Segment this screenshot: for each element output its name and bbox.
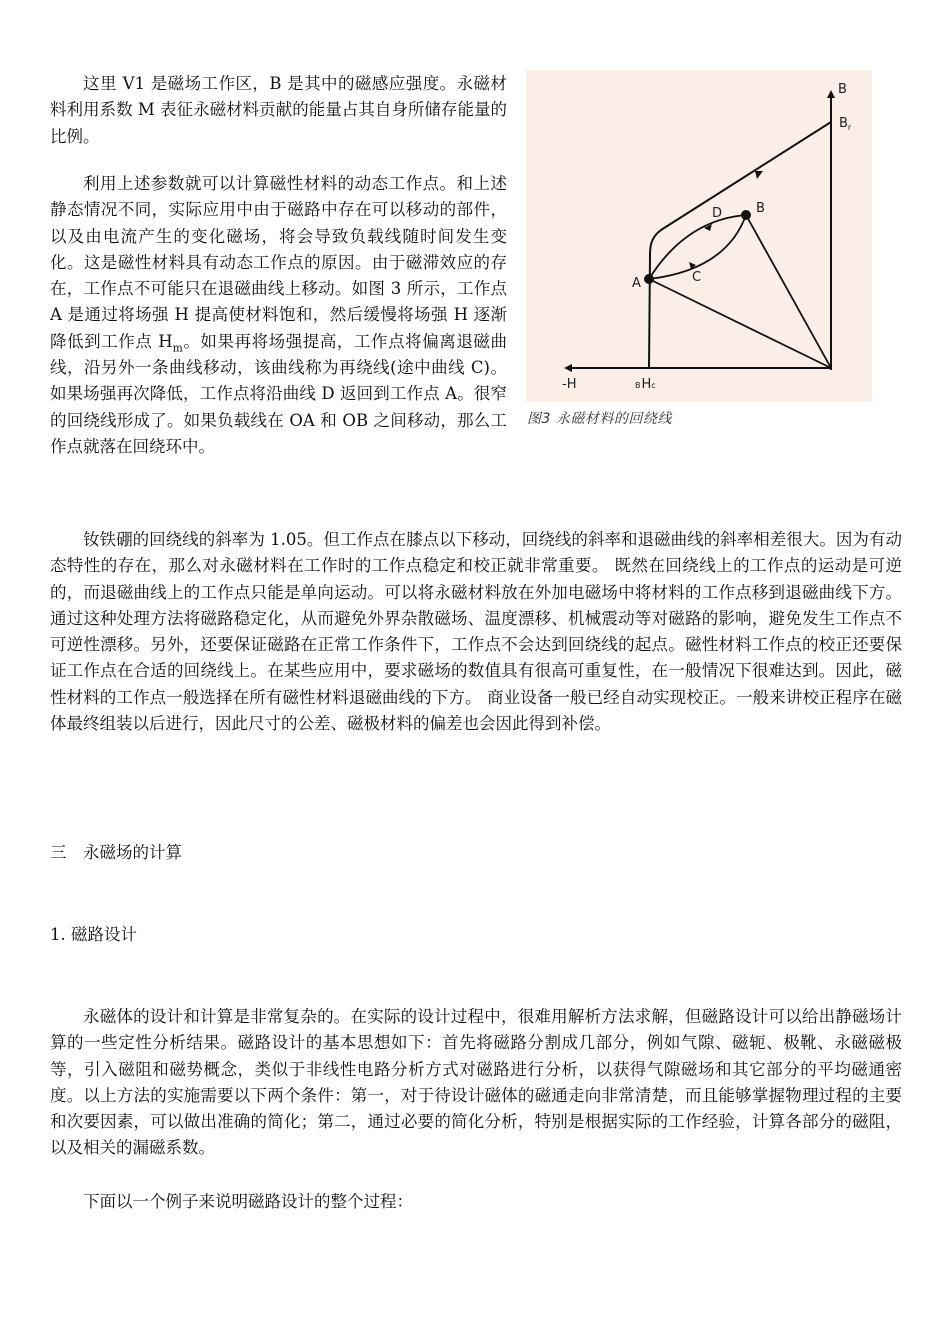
point-b-label: B [756,201,765,216]
recoil-loop-diagram [526,70,872,402]
br-sub: r [847,123,852,132]
section-heading: 三 永磁场的计算 [50,843,182,862]
figure-background [526,70,872,402]
hc-sub: c [651,381,656,390]
point-c-label: C [692,270,702,285]
figure-caption: 图3 永磁材料的回绕线 [527,411,672,427]
paragraph-utilization-factor: 这里 V1 是磁场工作区，B 是其中的磁感应强度。永磁材料利用系数 M 表征永磁材料贡献的能量占其自身所储存能量的比例。 [50,74,507,146]
br-main: B [839,116,848,131]
hc-main: H [641,377,652,392]
b-axis-label: B [838,82,847,97]
paragraph-dynamic-operating-point [50,171,507,460]
point-d-label: D [712,206,723,221]
point-b-marker [741,210,751,220]
point-a-marker [644,274,654,284]
paragraph-text: 。如果再将场强提高，工作点将偏离退磁曲线，沿另外一条曲线移动，该曲线称为再绕线(途中曲线 C)。如果场强再次降低，工作点将沿曲线 D 返回到工作点 A。很窄的回绕线形成了。如果负载线在 OA 和 OB 之间移动，那么工作点就落在回绕环中。 [50,331,507,456]
paragraph-example-intro: 下面以一个例子来说明磁路设计的整个过程： [83,1192,413,1211]
subscript-m: m [172,341,183,355]
paragraph-recoil-slope: 钕铁硼的回绕线的斜率为 1.05。但工作点在膝点以下移动，回绕线的斜率和退磁曲线的斜率相差很大。因为有动态特性的存在，那么对永磁材料在工作时的工作点稳定和校正就非常重要。 既然在回绕线上的工作点的运动是可逆的，而退磁曲线上的工作点只能是单向运动。可以将永磁材料放在外加电磁场中将材料的工作点移到退磁曲线下方。通过这种处理方法将磁路稳定化，从而避免外界杂散磁场、温度漂移、机械震动等对磁路的影响，避免发生工作点不可逆性漂移。另外，还要保证磁路在正常工作条件下，工作点不会达到回绕线的起点。磁性材料工作点的校正还要保证工作点在合适的回绕线上。在某些应用中，要求磁场的数值具有很高可重复性，在一般情况下很难达到。因此，磁性材料的工作点一般选择在所有磁性材料退磁曲线的下方。 商业设备一般已经自动实现校正。一般来讲校正程序在磁体最终组装以后进行，因此尺寸的公差、磁极材料的偏差也会因此得到补偿。 [50,530,902,734]
hc-prefix: B [635,381,641,390]
neg-h-label: -H [562,377,577,392]
paragraph-text: 利用上述参数就可以计算磁性材料的动态工作点。和上述静态情况不同，实际应用中由于磁路中存在可以移动的部件，以及由电流产生的变化磁场，将会导致负载线随时间发生变化。这是磁性材料具有动态工作点的原因。由于磁滞效应的存在，工作点不可能只在退磁曲线上移动。如图 3 所示，工作点 A 是通过将场强 H 提高使材料饱和，然后缓慢将场强 H 逐渐降低到工作点 H [50,174,507,351]
subsection-heading: 1. 磁路设计 [50,925,137,944]
point-a-label: A [632,276,641,291]
paragraph-magnetic-circuit-design: 永磁体的设计和计算是非常复杂的。在实际的设计过程中，很难用解析方法求解，但磁路设计可以给出静磁场计算的一些定性分析结果。磁路设计的基本思想如下：首先将磁路分割成几部分，例如气隙、磁轭、极靴、永磁磁极等，引入磁阻和磁势概念，类似于非线性电路分析方式对磁路进行分析，以获得气隙磁场和其它部分的平均磁通密度。以上方法的实施需要以下两个条件：第一，对于待设计磁体的磁通走向非常清楚，而且能够掌握物理过程的主要和次要因素，可以做出准确的简化；第二，通过必要的简化分析，特别是根据实际的工作经验，计算各部分的磁阻，以及相关的漏磁系数。 [50,1007,902,1158]
recoil-loop-figure [526,70,872,402]
